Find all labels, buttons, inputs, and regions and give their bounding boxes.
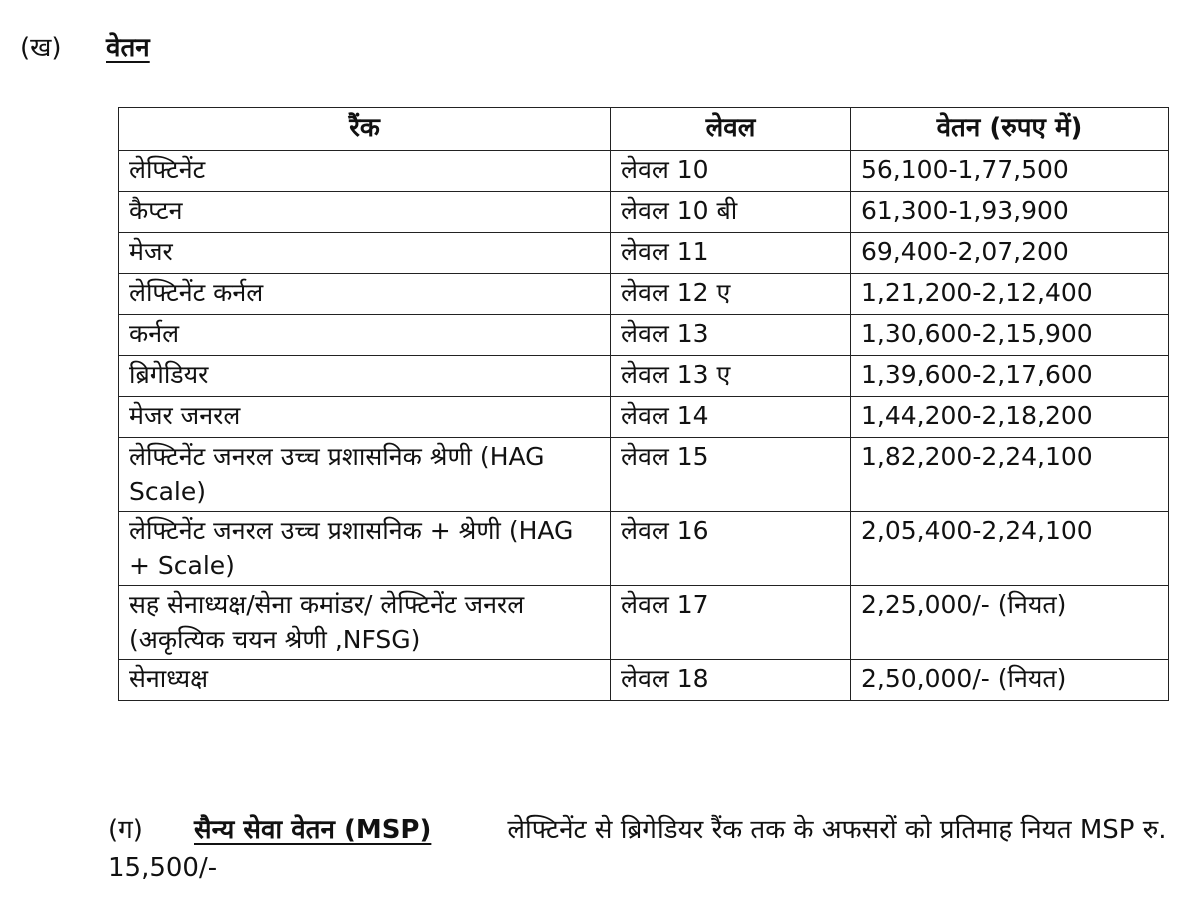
header-level: लेवल — [611, 108, 851, 151]
table-row — [119, 586, 1169, 660]
pay-cell: 1,21,200-2,12,400 — [851, 274, 1169, 315]
section-c-text: लेफ्टिनेंट से ब्रिगेडियर रैंक तक के अफसरों को प्रतिमाह नियत MSP रु. 15,500/- — [108, 815, 1167, 883]
rank-cell: लेफ्टिनेंट जनरल उच्च प्रशासनिक श्रेणी (HAG Scale) — [119, 438, 611, 512]
pay-cell: 2,50,000/- (नियत) — [851, 660, 1169, 701]
rank-cell: लेफ्टिनेंट — [119, 151, 611, 192]
pay-cell: 2,05,400-2,24,100 — [851, 512, 1169, 586]
pay-cell: 1,30,600-2,15,900 — [851, 315, 1169, 356]
table-row — [119, 438, 1169, 512]
table-row — [119, 192, 1169, 233]
rank-cell: मेजर जनरल — [119, 397, 611, 438]
level-cell: लेवल 16 — [611, 512, 851, 586]
section-c-number: (ग) — [108, 815, 143, 845]
table-row — [119, 356, 1169, 397]
level-cell: लेवल 14 — [611, 397, 851, 438]
table-row — [119, 233, 1169, 274]
pay-cell: 1,39,600-2,17,600 — [851, 356, 1169, 397]
level-cell: लेवल 13 ए — [611, 356, 851, 397]
level-cell: लेवल 18 — [611, 660, 851, 701]
rank-cell: ब्रिगेडियर — [119, 356, 611, 397]
table-row — [119, 151, 1169, 192]
level-cell: लेवल 15 — [611, 438, 851, 512]
section-b-number: (ख) — [20, 33, 62, 63]
pay-cell: 56,100-1,77,500 — [851, 151, 1169, 192]
rank-cell: मेजर — [119, 233, 611, 274]
salary-table — [118, 107, 1169, 701]
table-row — [119, 315, 1169, 356]
section-b-title: वेतन — [106, 33, 150, 63]
rank-cell: कर्नल — [119, 315, 611, 356]
rank-cell: कैप्टन — [119, 192, 611, 233]
section-b-heading — [20, 28, 150, 64]
rank-cell: सेनाध्यक्ष — [119, 660, 611, 701]
level-cell: लेवल 10 — [611, 151, 851, 192]
header-pay: वेतन (रुपए में) — [851, 108, 1169, 151]
rank-cell: लेफ्टिनेंट जनरल उच्च प्रशासनिक + श्रेणी (HAG + Scale) — [119, 512, 611, 586]
table-row — [119, 512, 1169, 586]
pay-cell: 1,82,200-2,24,100 — [851, 438, 1169, 512]
header-rank: रैंक — [119, 108, 611, 151]
table-header-row — [119, 108, 1169, 151]
pay-cell: 61,300-1,93,900 — [851, 192, 1169, 233]
table-row — [119, 274, 1169, 315]
rank-cell: लेफ्टिनेंट कर्नल — [119, 274, 611, 315]
level-cell: लेवल 13 — [611, 315, 851, 356]
level-cell: लेवल 12 ए — [611, 274, 851, 315]
level-cell: लेवल 10 बी — [611, 192, 851, 233]
level-cell: लेवल 17 — [611, 586, 851, 660]
table-row — [119, 397, 1169, 438]
section-c-paragraph — [108, 812, 1168, 887]
rank-cell: सह सेनाध्यक्ष/सेना कमांडर/ लेफ्टिनेंट जनरल (अकृत्यिक चयन श्रेणी ,NFSG) — [119, 586, 611, 660]
table-row — [119, 660, 1169, 701]
pay-cell: 69,400-2,07,200 — [851, 233, 1169, 274]
section-c-title: सैन्य सेवा वेतन (MSP) — [194, 815, 432, 845]
pay-cell: 2,25,000/- (नियत) — [851, 586, 1169, 660]
pay-cell: 1,44,200-2,18,200 — [851, 397, 1169, 438]
level-cell: लेवल 11 — [611, 233, 851, 274]
